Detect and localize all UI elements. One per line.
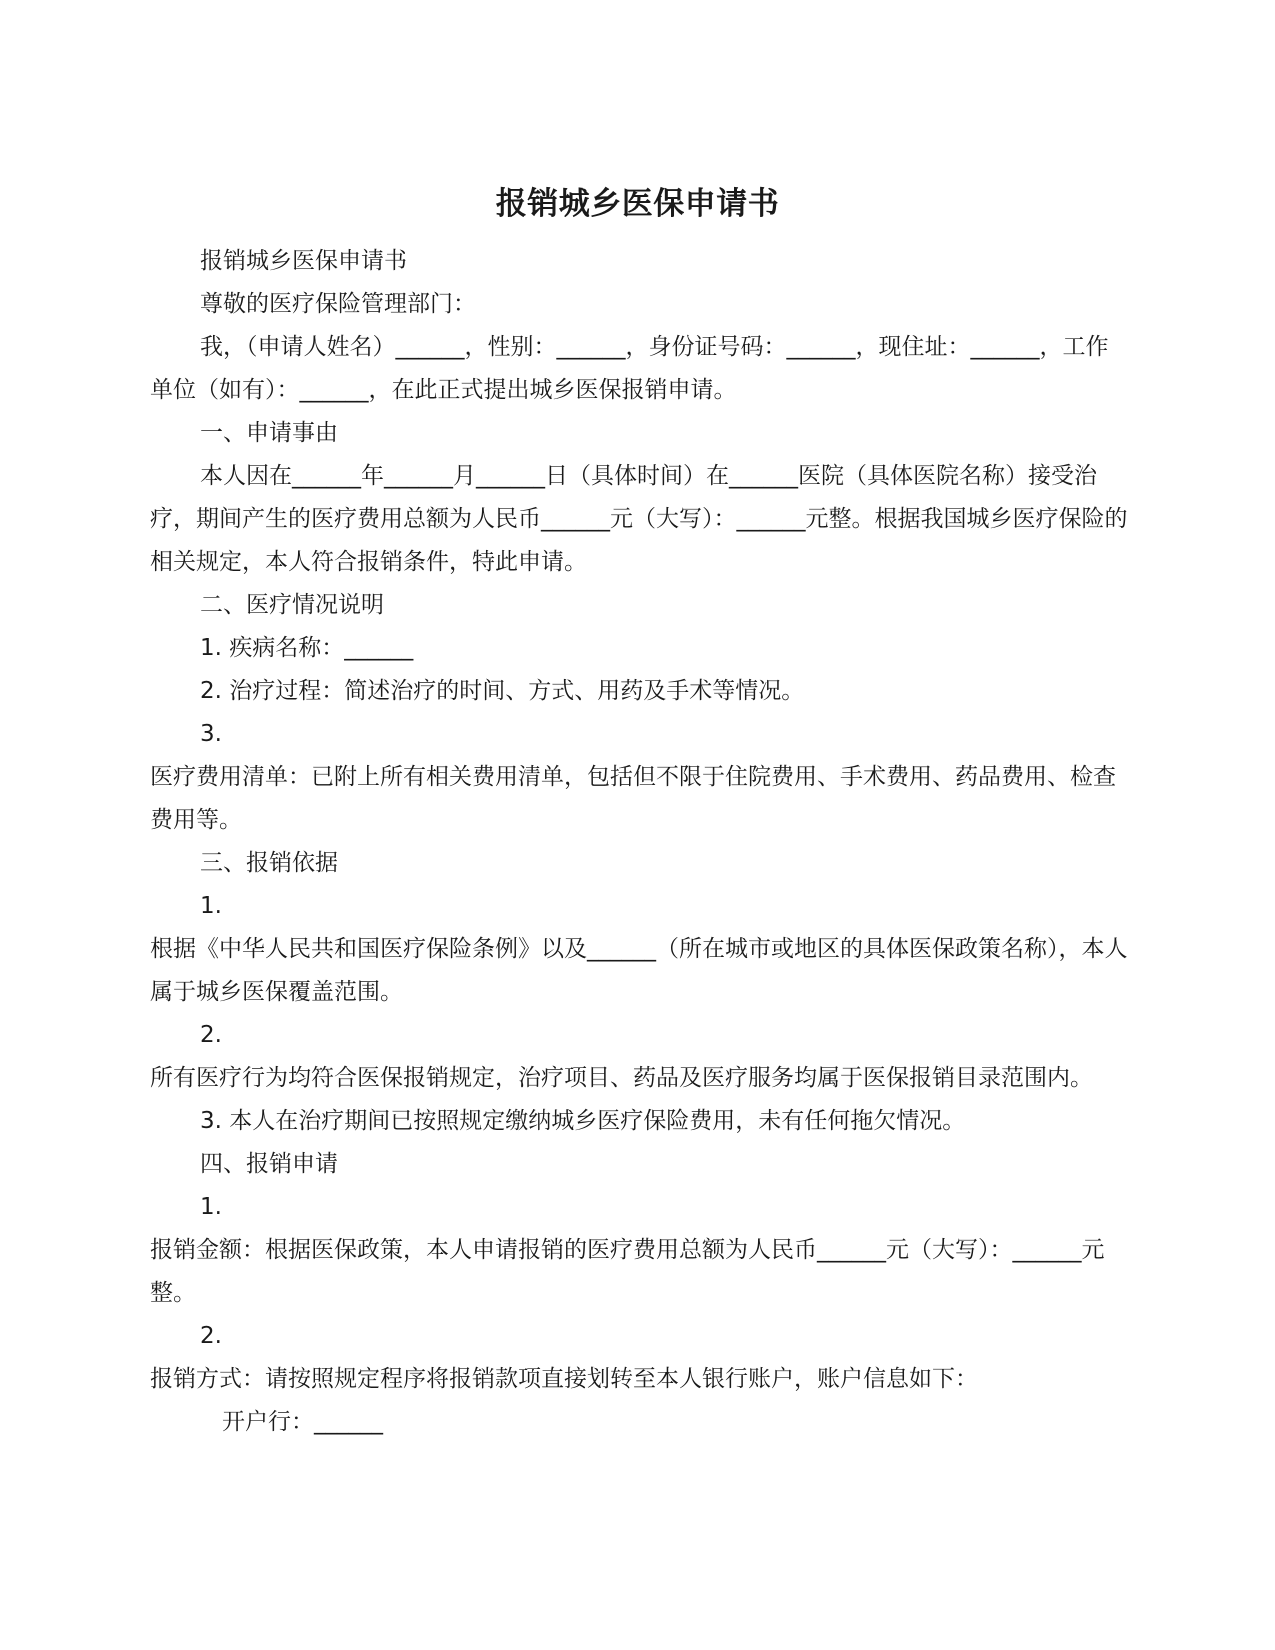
list-number: 1. — [200, 1194, 222, 1220]
paragraph-method: 报销方式：请按照规定程序将报销款项直接划转至本人银行账户，账户信息如下： — [150, 1366, 978, 1392]
list-number: 1. — [200, 893, 222, 919]
paragraph-applicant-info: 我，（申请人姓名）______，性别：______，身份证号码：______，现住址：______，工作单位（如有）：______，在此正式提出城乡医保报销申请。 — [150, 334, 1109, 403]
paragraph-heading: 报销城乡医保申请书 — [200, 248, 407, 274]
paragraph-disease-name: 1. 疾病名称：______ — [200, 635, 414, 661]
document-body — [150, 240, 1130, 1444]
list-number: 2. — [200, 1323, 222, 1349]
paragraph-reason: 本人因在______年______月______日（具体时间）在______医院（具体医院名称）接受治疗，期间产生的医疗费用总额为人民币______元（大写）：______元整。根据我国城乡医疗保险的相关规定，本人符合报销条件，特此申请。 — [150, 463, 1128, 575]
section-heading-reason: 一、申请事由 — [200, 420, 338, 446]
section-heading-basis: 三、报销依据 — [200, 850, 338, 876]
paragraph-expense-list: 医疗费用清单：已附上所有相关费用清单，包括但不限于住院费用、手术费用、药品费用、检查费用等。 — [150, 764, 1116, 833]
paragraph-bank: 开户行：______ — [222, 1409, 383, 1435]
paragraph-basis-compliance: 所有医疗行为均符合医保报销规定，治疗项目、药品及医疗服务均属于医保报销目录范围内。 — [150, 1065, 1093, 1091]
paragraph-salutation: 尊敬的医疗保险管理部门： — [200, 291, 476, 317]
paragraph-treatment: 2. 治疗过程：简述治疗的时间、方式、用药及手术等情况。 — [200, 678, 805, 704]
paragraph-basis-regulation: 根据《中华人民共和国医疗保险条例》以及______（所在城市或地区的具体医保政策名称），本人属于城乡医保覆盖范围。 — [150, 936, 1128, 1005]
section-heading-application: 四、报销申请 — [200, 1151, 338, 1177]
section-heading-medical: 二、医疗情况说明 — [200, 592, 384, 618]
list-number: 2. — [200, 1022, 222, 1048]
list-number: 3. — [200, 721, 222, 747]
paragraph-amount: 报销金额：根据医保政策，本人申请报销的医疗费用总额为人民币______元（大写）：______元整。 — [150, 1237, 1105, 1306]
document-title: 报销城乡医保申请书 — [495, 186, 780, 222]
paragraph-basis-payment: 3. 本人在治疗期间已按照规定缴纳城乡医疗保险费用，未有任何拖欠情况。 — [200, 1108, 966, 1134]
